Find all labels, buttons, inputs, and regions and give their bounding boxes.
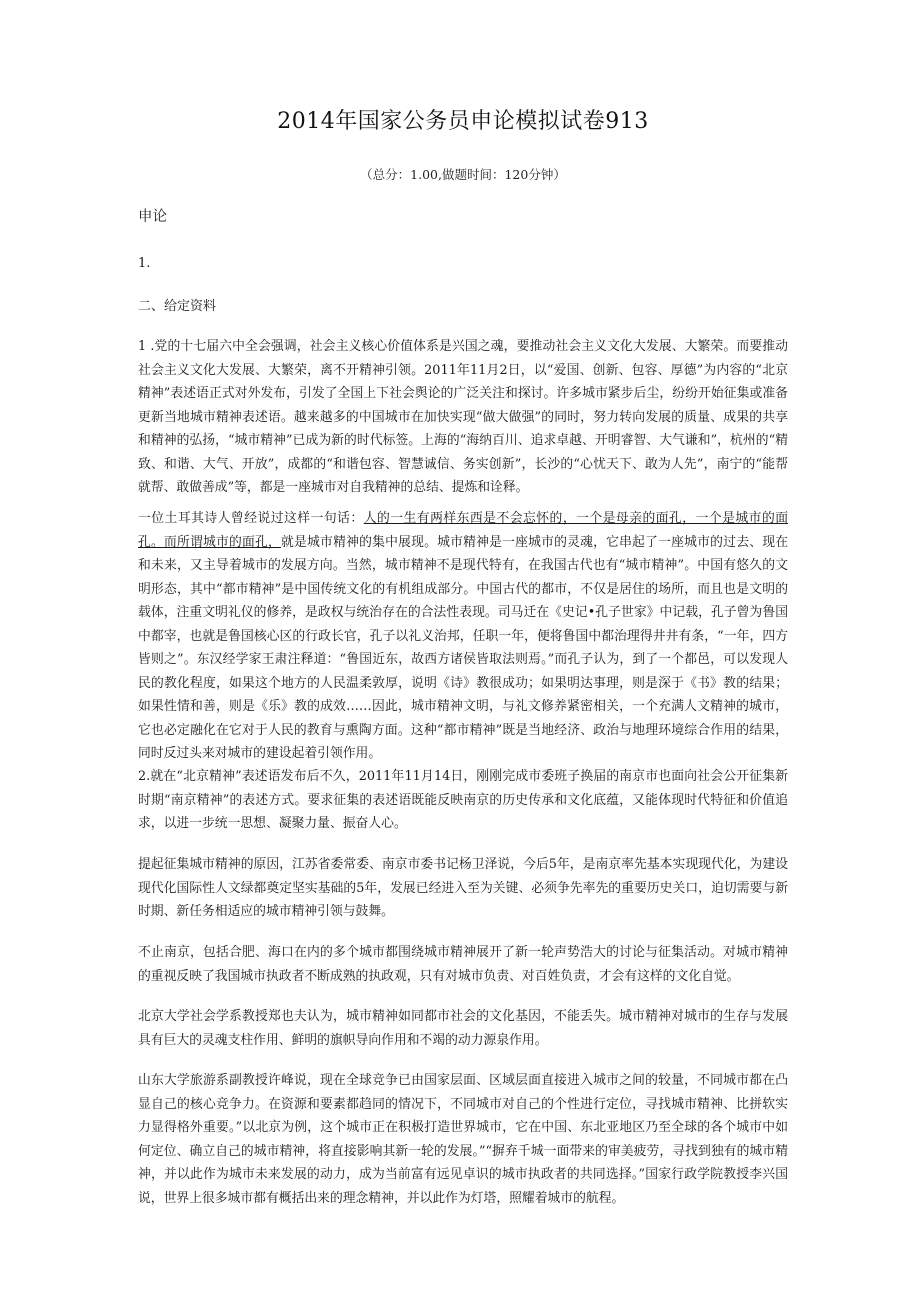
materials-heading: 二、给定资料 bbox=[138, 299, 217, 314]
paragraph-5: 不止南京，包括合肥、海口在内的多个城市都围绕城市精神展开了新一轮声势浩大的讨论与征集活动。对城市精神的重视反映了我国城市执政者不断成熟的执政观，只有对城市负责、对百姓负责，才会有这样的文化自觉。 bbox=[138, 945, 788, 984]
question-number: 1. bbox=[138, 256, 151, 271]
paragraph-2-rest: 就是城市精神的集中展现。城市精神是一座城市的灵魂，它串起了一座城市的过去、现在和未来，又主导着城市的发展方向。当然，城市精神不是现代特有，在我国古代也有“城市精神”。中国有悠久的文明形态，其中“都市精神”是中国传统文化的有机组成部分。中国古代的都市，不仅是居住的场所，而且也是文明的载体，注重文明礼仪的修养，是政权与统治存在的合法性表现。司马迁在《史记•孔子世家》中记载，孔子曾为鲁国中都宰，也就是鲁国核心区的行政长官，孔子以礼义治邦，任职一年，便将鲁国中都治理得井井有条，“一年，四方皆则之”。东汉经学家王肃注释道：“鲁国近东，故西方诸侯皆取法则焉。”而孔子认为，到了一个都邑，可以发现人民的教化程度，如果这个地方的人民温柔敦厚，说明《诗》教很成功；如果明达事理，则是深于《书》教的结果；如果性情和善，则是《乐》教的成效……因此，城市精神文明，与礼文修养紧密相关，一个充满人文精神的城市，它也必定融化在它对于人民的教育与熏陶方面。这种“都市精神”既是当地经济、政治与地理环境综合作用的结果，同时反过头来对城市的建设起着引领作用。 bbox=[138, 534, 789, 761]
paragraph-7: 山东大学旅游系副教授许峰说，现在全球竞争已由国家层面、区域层面直接进入城市之间的较量，不同城市都在凸显自己的核心竞争力。在资源和要素都趋同的情况下，不同城市对自己的个性进行定位，寻找城市精神、比拼软实力显得格外重要。”以北京为例，这个城市正在积极打造世界城市，它在中国、东北亚地区乃至全球的各个城市中如何定位、确立自己的城市精神，将直接影响其新一轮的发展。”“摒弃千城一面带来的审美疲劳，寻找到独有的城市精神，并以此作为城市未来发展的动力，成为当前富有远见卓识的城市执政者的共同选择。”国家行政学院教授李兴国说，世界上很多城市都有概括出来的理念精神，并以此作为灯塔，照耀着城市的航程。 bbox=[138, 1073, 788, 1206]
paragraph-2-lead: 一位土耳其诗人曾经说过这样一句话： bbox=[138, 511, 364, 526]
paragraph-3: 2.就在“北京精神”表述语发布后不久，2011年11月14日，刚刚完成市委班子换届的南京市也面向社会公开征集新时期“南京精神”的表述方式。要求征集的表述语既能反映南京的历史传承和文化底蕴，又能体现时代特征和价值追求，以进一步统一思想、凝聚力量、振奋人心。 bbox=[138, 769, 788, 831]
paragraph-2 bbox=[138, 507, 788, 766]
document-title: 2014年国家公务员申论模拟试卷913 bbox=[277, 109, 649, 134]
exam-info: （总分：1.00,做题时间：120分钟） bbox=[360, 167, 566, 182]
paragraph-4: 提起征集城市精神的原因，江苏省委常委、南京市委书记杨卫泽说，今后5年，是南京率先基本实现现代化，为建设现代化国际性人文绿都奠定坚实基础的5年，发展已经进入至为关键、必须争先率先的重要历史关口，迫切需要与新时期、新任务相适应的城市精神引领与鼓舞。 bbox=[138, 857, 788, 919]
paragraph-1: 1 .党的十七届六中全会强调，社会主义核心价值体系是兴国之魂，要推动社会主义文化大发展、大繁荣。而要推动社会主义文化大发展、大繁荣，离不开精神引领。2011年11月2日，以“爱国、创新、包容、厚德”为内容的“北京精神”表述语正式对外发布，引发了全国上下社会舆论的广泛关注和探讨。许多城市紧步后尘，纷纷开始征集或准备更新当地城市精神表述语。越来越多的中国城市在加快实现“做大做强”的同时，努力转向发展的质量、成果的共享和精神的弘扬，“城市精神”已成为新的时代标签。上海的“海纳百川、追求卓越、开明睿智、大气谦和”，杭州的“精致、和谐、大气、开放”，成都的“和谐包容、智慧诚信、务实创新”，长沙的“心忧天下、敢为人先”，南宁的“能帮就帮、敢做善成”等，都是一座城市对自我精神的总结、提炼和诠释。 bbox=[138, 339, 788, 495]
paragraph-6: 北京大学社会学系教授郑也夫认为，城市精神如同都市社会的文化基因，不能丢失。城市精神对城市的生存与发展具有巨大的灵魂支柱作用、鲜明的旗帜导向作用和不竭的动力源泉作用。 bbox=[138, 1009, 788, 1048]
underlined-quote: 人的一生有两样东西是不会忘怀的，一个是母亲的面孔，一个是城市的面孔。而所谓城市的面孔， bbox=[138, 511, 789, 550]
section-label: 申论 bbox=[138, 209, 167, 225]
